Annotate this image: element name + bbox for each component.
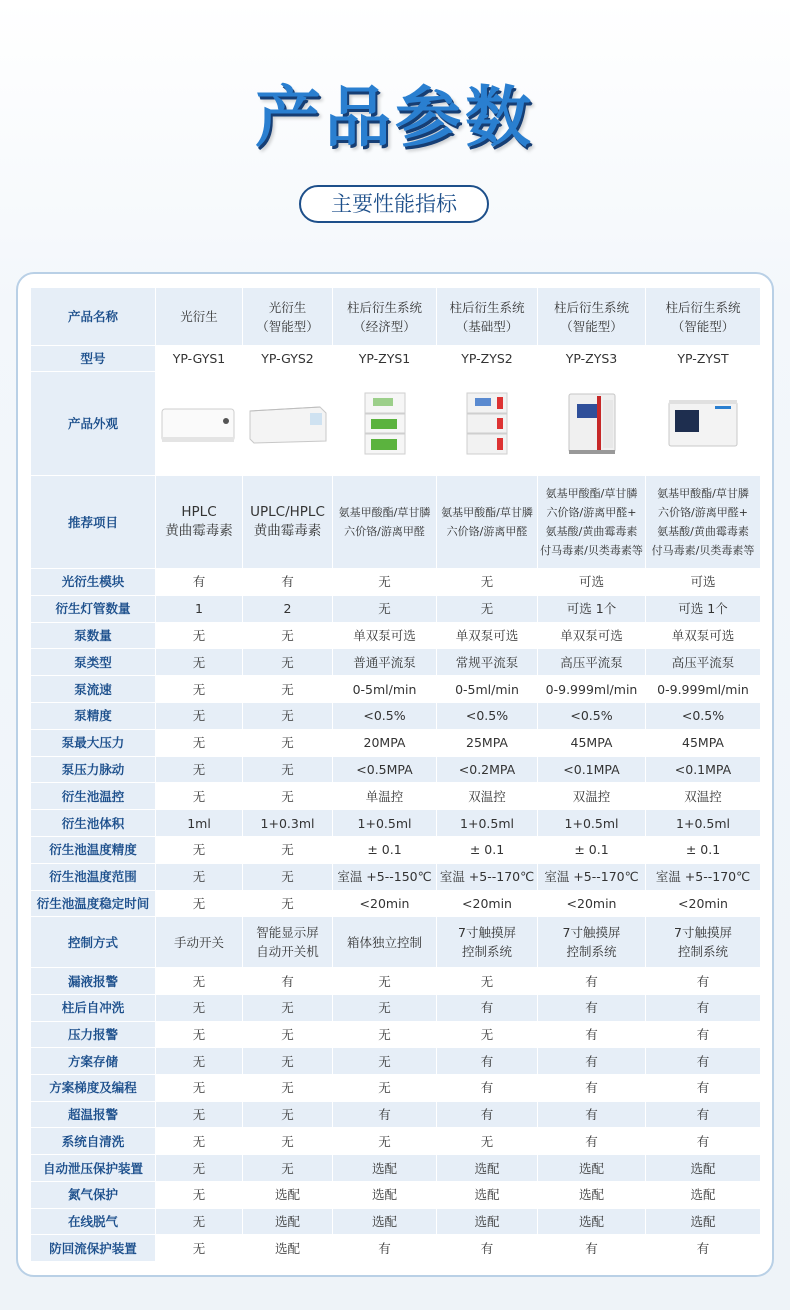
control-cell [156,917,243,968]
spec-cell: 无 [156,995,243,1022]
spec-cell: 可选 [538,569,646,596]
spec-cell: 无 [156,1075,243,1102]
spec-row [31,649,761,676]
spec-cell: 有 [437,1048,538,1075]
spec-cell: 45MPA [538,729,646,756]
spec-cell: 单双泵可选 [437,622,538,649]
project-cell-line: 六价铬/游离甲醛 [446,525,528,538]
spec-cell: ± 0.1 [333,836,437,863]
spec-cell: 无 [243,676,333,703]
spec-cell: 无 [437,1021,538,1048]
spec-row [31,595,761,622]
spec-cell: 有 [646,968,761,995]
control-cell-line: 控制系统 [461,944,512,960]
spec-row [31,676,761,703]
spec-row [31,1155,761,1182]
spec-cell: 无 [243,1101,333,1128]
product-name-line: （智能型） [256,318,319,334]
spec-cell: 1+0.3ml [243,810,333,837]
spec-cell: <20min [333,890,437,917]
product-name [646,288,761,346]
spec-cell: 普通平流泵 [333,649,437,676]
project-cell-line: 付马毒素/贝类毒素等 [651,544,755,557]
spec-cell: 无 [333,569,437,596]
spec-cell: 选配 [646,1155,761,1182]
spec-cell: 无 [243,729,333,756]
spec-cell: 有 [646,1075,761,1102]
spec-row [31,968,761,995]
spec-cell: 无 [156,1208,243,1235]
row-label: 自动泄压保护装置 [31,1155,156,1182]
spec-cell: 有 [646,1128,761,1155]
control-cell [437,917,538,968]
section-subtitle: 主要性能指标 [299,185,489,223]
control-cell-line: 7寸触摸屏 [674,925,732,941]
spec-cell: 有 [538,995,646,1022]
product-name-line: 光衍生 [268,299,307,315]
row-label: 漏液报警 [31,968,156,995]
control-cell [243,917,333,968]
spec-cell: 选配 [437,1181,538,1208]
model-cell: YP-ZYS3 [538,346,646,372]
post-column-smart-box-image [646,372,761,476]
product-name-line: 柱后衍生系统 [346,299,422,315]
spec-cell: 25MPA [437,729,538,756]
spec-row [31,1235,761,1262]
row-label: 泵最大压力 [31,729,156,756]
project-cell-line: 氨基甲酸酯/草甘膦 [545,487,638,500]
project-cell [437,476,538,569]
spec-cell: <0.1MPA [538,756,646,783]
spec-cell: 2 [243,595,333,622]
product-name [538,288,646,346]
spec-cell: <0.5% [437,702,538,729]
product-name [243,288,333,346]
spec-cell: 常规平流泵 [437,649,538,676]
spec-cell: <0.1MPA [646,756,761,783]
spec-cell: 单双泵可选 [333,622,437,649]
spec-cell: 1+0.5ml [437,810,538,837]
spec-cell: 无 [333,595,437,622]
spec-cell: 有 [437,1101,538,1128]
spec-cell: 无 [333,1048,437,1075]
spec-row [31,1181,761,1208]
spec-row [31,569,761,596]
model-cell: YP-ZYS2 [437,346,538,372]
spec-cell: 有 [646,1021,761,1048]
project-cell-line: UPLC/HPLC [250,504,325,520]
uv-derivatizer-image [156,372,243,476]
spec-cell: 20MPA [333,729,437,756]
model-cell: YP-ZYST [646,346,761,372]
project-cell-line: 付马毒素/贝类毒素等 [540,544,643,557]
row-label: 光衍生模块 [31,569,156,596]
appearance-row [31,372,761,476]
spec-cell: 无 [156,890,243,917]
project-cell [646,476,761,569]
spec-cell: 可选 1个 [538,595,646,622]
row-label: 控制方式 [31,917,156,968]
spec-cell: 无 [437,968,538,995]
control-cell-line: 箱体独立控制 [346,934,422,950]
spec-cell: 无 [437,595,538,622]
product-name-line: 柱后衍生系统 [553,299,629,315]
spec-row [31,810,761,837]
spec-cell: 有 [243,968,333,995]
spec-cell: 0-9.999ml/min [646,676,761,703]
spec-cell: 无 [156,1048,243,1075]
product-name-line: （智能型） [560,318,623,334]
spec-cell: 无 [243,783,333,810]
row-label: 衍生池温度稳定时间 [31,890,156,917]
spec-cell: 无 [243,649,333,676]
spec-cell: 1+0.5ml [333,810,437,837]
spec-cell: 有 [538,968,646,995]
project-cell [156,476,243,569]
spec-cell: 选配 [538,1155,646,1182]
header-row [31,288,761,346]
spec-cell: 选配 [243,1208,333,1235]
spec-cell: 无 [156,756,243,783]
spec-cell: 无 [243,995,333,1022]
spec-cell: 无 [156,649,243,676]
spec-cell: 无 [243,1075,333,1102]
spec-cell: 选配 [538,1208,646,1235]
spec-cell: 选配 [437,1208,538,1235]
spec-cell: 选配 [243,1235,333,1262]
post-column-stack-red-image [437,372,538,476]
product-name-line: （经济型） [353,318,416,334]
spec-row [31,702,761,729]
spec-cell: 1ml [156,810,243,837]
row-label: 方案梯度及编程 [31,1075,156,1102]
spec-cell: 有 [243,569,333,596]
row-label: 型号 [31,346,156,372]
control-cell [333,917,437,968]
spec-cell: <0.5% [538,702,646,729]
spec-cell: 有 [646,1101,761,1128]
spec-cell: <20min [538,890,646,917]
project-cell-line: 氨基酸/黄曲霉毒素 [657,525,749,538]
spec-cell: <0.5% [646,702,761,729]
spec-cell: 有 [437,1235,538,1262]
spec-cell: 无 [243,622,333,649]
row-label: 产品外观 [31,372,156,476]
project-cell [333,476,437,569]
spec-row [31,995,761,1022]
spec-cell: 无 [156,1155,243,1182]
projects-row [31,476,761,569]
spec-cell: 高压平流泵 [538,649,646,676]
product-name [437,288,538,346]
project-cell-line: 氨基甲酸酯/草甘膦 [338,506,431,519]
spec-cell: 无 [156,1128,243,1155]
uv-derivatizer-smart-image [243,372,333,476]
control-cell-line: 控制系统 [566,944,617,960]
spec-cell: 无 [243,836,333,863]
project-cell [243,476,333,569]
spec-cell: 室温 +5--150℃ [333,863,437,890]
spec-cell: 有 [646,995,761,1022]
page-title: 产品参数 [255,79,535,156]
spec-cell: 双温控 [538,783,646,810]
spec-cell: 有 [437,995,538,1022]
spec-cell: 选配 [646,1208,761,1235]
model-cell: YP-ZYS1 [333,346,437,372]
row-label: 泵流速 [31,676,156,703]
control-row [31,917,761,968]
spec-cell: 无 [243,756,333,783]
spec-cell: 无 [243,702,333,729]
spec-cell: 选配 [333,1208,437,1235]
spec-row [31,756,761,783]
spec-cell: 可选 [646,569,761,596]
control-cell-line: 控制系统 [677,944,728,960]
product-name-line: （基础型） [455,318,519,334]
spec-cell: 有 [538,1235,646,1262]
row-label: 衍生池体积 [31,810,156,837]
spec-cell: 1 [156,595,243,622]
spec-cell: 有 [538,1048,646,1075]
model-cell: YP-GYS1 [156,346,243,372]
spec-cell: 单双泵可选 [538,622,646,649]
control-cell-line: 7寸触摸屏 [458,925,516,941]
spec-cell: 有 [646,1048,761,1075]
spec-table [30,287,761,1262]
spec-cell: <0.2MPA [437,756,538,783]
spec-cell: 有 [333,1101,437,1128]
spec-cell: 无 [156,1235,243,1262]
spec-cell: 有 [538,1075,646,1102]
product-name [333,288,437,346]
project-cell-line: HPLC [181,504,217,520]
row-label: 泵数量 [31,622,156,649]
row-label: 泵压力脉动 [31,756,156,783]
spec-cell: 室温 +5--170℃ [437,863,538,890]
spec-cell: 有 [538,1128,646,1155]
spec-cell: 选配 [333,1181,437,1208]
spec-cell: 无 [156,1181,243,1208]
control-cell-line: 手动开关 [173,934,224,950]
spec-cell: <0.5% [333,702,437,729]
spec-cell: 单温控 [333,783,437,810]
spec-cell: 无 [437,1128,538,1155]
spec-row [31,1128,761,1155]
spec-cell: 0-9.999ml/min [538,676,646,703]
spec-row [31,1048,761,1075]
project-cell-line: 氨基甲酸酯/草甘膦 [657,487,749,500]
spec-row [31,729,761,756]
row-label: 防回流保护装置 [31,1235,156,1262]
spec-cell: 无 [156,863,243,890]
spec-cell: 有 [538,1101,646,1128]
spec-row [31,863,761,890]
spec-cell: 无 [156,1021,243,1048]
spec-row [31,836,761,863]
project-cell-line: 黄曲霉毒素 [253,523,322,539]
product-name-line: 光衍生 [180,309,218,324]
spec-cell: 无 [156,1101,243,1128]
control-cell-line: 自动开关机 [256,944,319,960]
spec-cell: ± 0.1 [538,836,646,863]
spec-cell: 高压平流泵 [646,649,761,676]
spec-row [31,890,761,917]
row-label: 柱后自冲洗 [31,995,156,1022]
row-label: 在线脱气 [31,1208,156,1235]
spec-row [31,622,761,649]
spec-cell: 无 [333,1021,437,1048]
spec-cell: 选配 [646,1181,761,1208]
spec-cell: ± 0.1 [646,836,761,863]
control-cell [538,917,646,968]
product-name-line: 柱后衍生系统 [449,299,525,315]
spec-row [31,1021,761,1048]
row-label: 泵精度 [31,702,156,729]
spec-cell: 选配 [437,1155,538,1182]
spec-cell: 无 [156,729,243,756]
spec-cell: 无 [243,890,333,917]
spec-cell: 无 [243,1021,333,1048]
spec-cell: 无 [243,863,333,890]
spec-cell: 无 [437,569,538,596]
row-label: 泵类型 [31,649,156,676]
row-label: 衍生池温度范围 [31,863,156,890]
spec-row [31,1075,761,1102]
spec-cell: 无 [243,1048,333,1075]
spec-cell: 0-5ml/min [437,676,538,703]
spec-cell: 无 [156,622,243,649]
spec-cell: 无 [333,1128,437,1155]
spec-cell: <20min [437,890,538,917]
spec-cell: <20min [646,890,761,917]
control-cell-line: 7寸触摸屏 [562,925,621,941]
project-cell-line: 六价铬/游离甲醛 [344,525,425,538]
spec-cell: 可选 1个 [646,595,761,622]
spec-cell: 无 [156,676,243,703]
post-column-smart-tower-image [538,372,646,476]
project-cell-line: 氨基甲酸酯/草甘膦 [441,506,533,519]
spec-cell: 单双泵可选 [646,622,761,649]
spec-cell: 有 [538,1021,646,1048]
spec-cell: 无 [243,1155,333,1182]
product-name [156,288,243,346]
spec-row [31,783,761,810]
spec-cell: 选配 [333,1155,437,1182]
model-row [31,346,761,372]
project-cell-line: 黄曲霉毒素 [165,523,233,539]
row-label: 产品名称 [31,288,156,346]
spec-cell: 无 [333,1075,437,1102]
spec-row [31,1208,761,1235]
post-column-stack-green-image [333,372,437,476]
spec-cell: 选配 [538,1181,646,1208]
control-cell-line: 智能显示屏 [256,925,319,941]
control-cell [646,917,761,968]
row-label: 压力报警 [31,1021,156,1048]
project-cell-line: 六价铬/游离甲醛+ [658,506,748,519]
row-label: 推荐项目 [31,476,156,569]
row-label: 超温报警 [31,1101,156,1128]
row-label: 衍生灯管数量 [31,595,156,622]
product-name-line: （智能型） [671,318,735,334]
row-label: 衍生池温度精度 [31,836,156,863]
spec-cell: 室温 +5--170℃ [538,863,646,890]
spec-cell: 无 [333,968,437,995]
spec-cell: 无 [156,783,243,810]
product-name-line: 柱后衍生系统 [665,299,741,315]
spec-cell: 有 [333,1235,437,1262]
project-cell-line: 六价铬/游离甲醛+ [546,506,637,519]
spec-cell: ± 0.1 [437,836,538,863]
spec-cell: 有 [646,1235,761,1262]
spec-cell: 有 [156,569,243,596]
spec-cell: 双温控 [437,783,538,810]
spec-cell: 室温 +5--170℃ [646,863,761,890]
spec-cell: 无 [156,702,243,729]
spec-cell: 选配 [243,1181,333,1208]
spec-cell: 45MPA [646,729,761,756]
spec-cell: 无 [333,995,437,1022]
row-label: 氮气保护 [31,1181,156,1208]
spec-cell: 0-5ml/min [333,676,437,703]
spec-cell: 无 [156,836,243,863]
spec-cell: 双温控 [646,783,761,810]
project-cell [538,476,646,569]
model-cell: YP-GYS2 [243,346,333,372]
spec-cell: 1+0.5ml [538,810,646,837]
spec-row [31,1101,761,1128]
spec-cell: 无 [243,1128,333,1155]
row-label: 系统自清洗 [31,1128,156,1155]
spec-cell: 无 [156,968,243,995]
spec-cell: 1+0.5ml [646,810,761,837]
row-label: 衍生池温控 [31,783,156,810]
spec-cell: <0.5MPA [333,756,437,783]
project-cell-line: 氨基酸/黄曲霉毒素 [545,525,638,538]
row-label: 方案存储 [31,1048,156,1075]
spec-cell: 有 [437,1075,538,1102]
